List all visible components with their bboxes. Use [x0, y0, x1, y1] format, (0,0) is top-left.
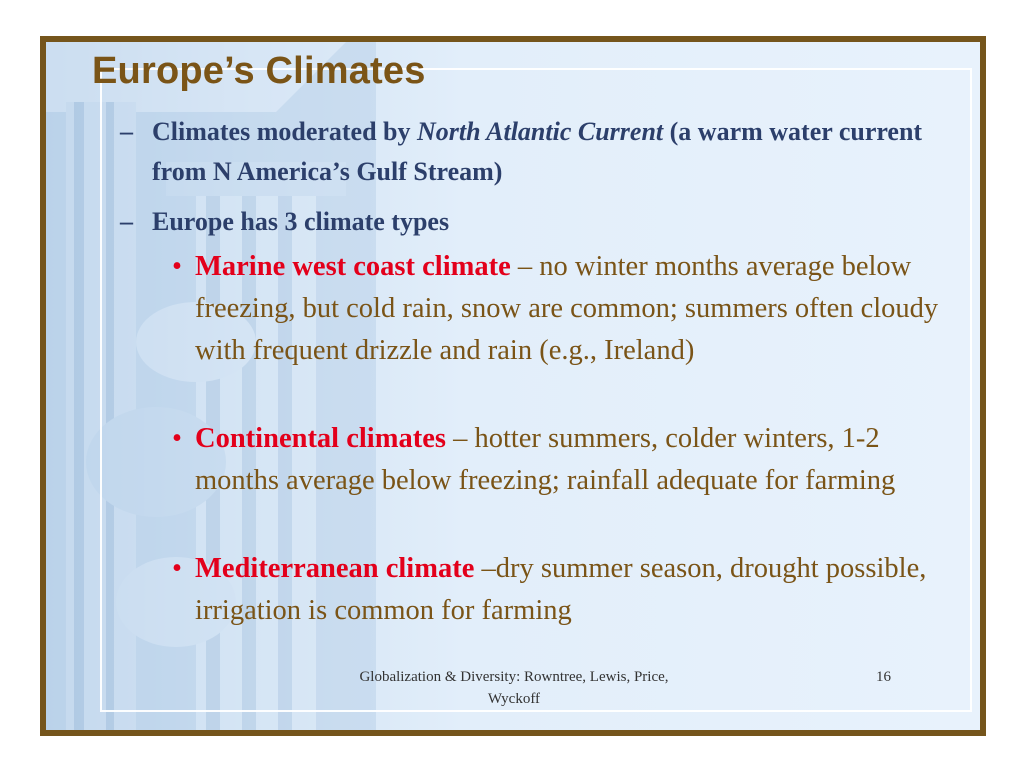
bullet-marker: • [172, 423, 182, 454]
bullet-marker: • [172, 251, 182, 282]
dash-marker: – [120, 117, 133, 146]
dash-marker: – [120, 207, 133, 236]
climate-term: Marine west coast climate [195, 251, 511, 282]
climate-description: – hotter summers, colder winters, 1-2 months average below freezing; rainfall adequate for farming [195, 423, 896, 496]
slide-title: Europe’s Climates [92, 50, 426, 92]
slide-frame [40, 36, 986, 736]
sub-bullet-marine [172, 246, 952, 372]
climate-term: Continental climates [195, 423, 446, 454]
bullet-text: Climates moderated by North Atlantic Current (a warm water current from N America’s Gulf Stream) [152, 117, 923, 186]
climate-description: – no winter months average below freezing, but cold rain, snow are common; summers often cloudy with frequent drizzle and rain (e.g., Ireland) [195, 251, 939, 366]
slide-number: 16 [876, 669, 891, 685]
bullet-point-climate-types [120, 202, 960, 242]
climate-term: Mediterranean climate [195, 553, 475, 584]
bullet-point-current [120, 112, 960, 192]
sub-bullet-mediterranean [172, 548, 952, 632]
sub-bullet-continental [172, 418, 952, 502]
climate-description: –dry summer season, drought possible, irrigation is common for farming [195, 553, 927, 626]
north-atlantic-current-term: North Atlantic Current [417, 117, 664, 146]
bullet-marker: • [172, 553, 182, 584]
footer-source: Globalization & Diversity: Rowntree, Lewis, Price, Wyckoff [359, 669, 669, 707]
bullet-text: Europe has 3 climate types [152, 207, 450, 236]
